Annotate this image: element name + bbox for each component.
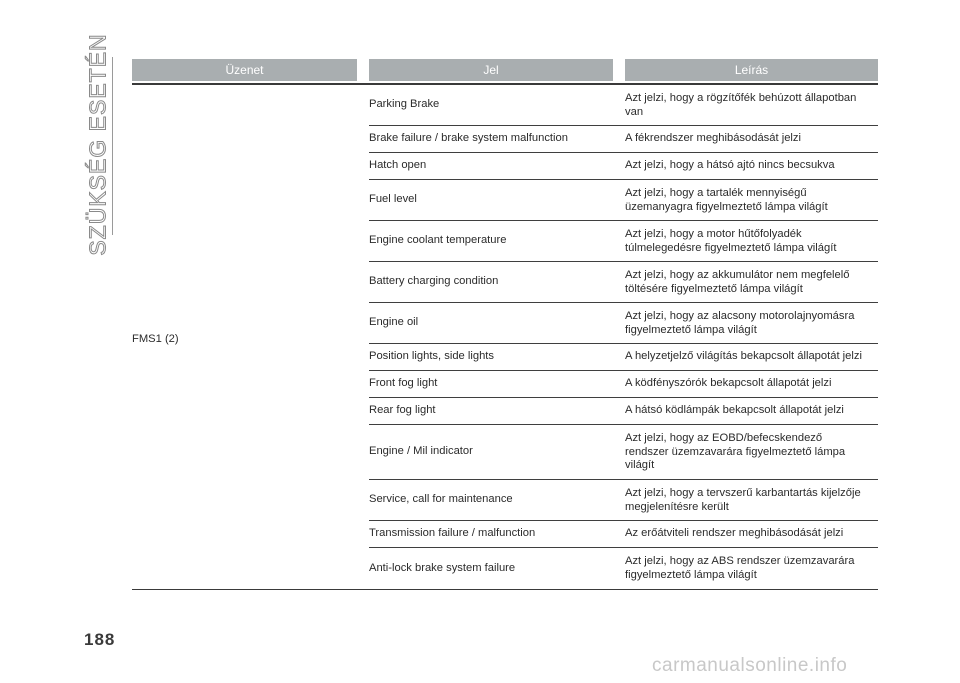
message-table xyxy=(132,59,878,590)
description-line: figyelmeztető lámpa világít xyxy=(625,323,757,336)
table-row xyxy=(369,371,878,398)
table-row xyxy=(369,180,878,221)
description-line: megjelenítésre került xyxy=(625,500,729,513)
description-cell xyxy=(625,85,878,125)
header-description: Leírás xyxy=(625,59,878,81)
description-line: figyelmeztető lámpa világít xyxy=(625,568,757,581)
signal-cell: Position lights, side lights xyxy=(369,350,494,363)
section-divider xyxy=(112,57,113,235)
message-group-label: FMS1 (2) xyxy=(132,333,179,345)
description-line: A fékrendszer meghibásodását jelzi xyxy=(625,132,801,145)
description-line: Azt jelzi, hogy a tartalék mennyiségű xyxy=(625,187,807,199)
description-line: Azt jelzi, hogy az ABS rendszer üzemzavarára xyxy=(625,555,855,567)
signal-cell: Parking Brake xyxy=(369,98,440,111)
signal-cell: Front fog light xyxy=(369,377,438,390)
description-cell xyxy=(625,425,878,479)
table-row xyxy=(369,221,878,262)
table-row xyxy=(369,153,878,180)
description-line: Az erőátviteli rendszer meghibásodását jelzi xyxy=(625,527,844,540)
description-line: Azt jelzi, hogy a rögzítőfék behúzott állapotban xyxy=(625,92,857,104)
description-line: Azt jelzi, hogy az alacsony motorolajnyomásra xyxy=(625,310,855,322)
table-bottom-rule xyxy=(132,589,878,590)
table-header xyxy=(132,59,878,81)
description-cell xyxy=(625,398,878,424)
page-number: 188 xyxy=(84,630,116,649)
section-title-text: SZÜKSÉG ESETÉN xyxy=(84,32,111,256)
signal-cell: Anti-lock brake system failure xyxy=(369,561,516,574)
description-line: rendszer üzemzavarára figyelmeztető lámpa xyxy=(625,445,846,458)
description-cell xyxy=(625,153,878,179)
table-rows xyxy=(369,85,878,589)
header-signal: Jel xyxy=(369,59,613,81)
watermark: carmanualsonline.info xyxy=(652,655,848,676)
table-row xyxy=(369,126,878,153)
description-line: világít xyxy=(625,459,655,472)
table-row xyxy=(369,344,878,371)
header-message: Üzenet xyxy=(132,59,357,81)
table-row xyxy=(369,548,878,589)
description-line: Azt jelzi, hogy az akkumulátor nem megfelelő xyxy=(625,269,850,281)
signal-cell: Fuel level xyxy=(369,193,417,206)
table-row xyxy=(369,262,878,303)
description-cell xyxy=(625,221,878,261)
description-line: Azt jelzi, hogy a motor hűtőfolyadék xyxy=(625,228,802,240)
signal-cell: Service, call for maintenance xyxy=(369,493,513,506)
description-line: A ködfényszórók bekapcsolt állapotát jelzi xyxy=(625,377,832,390)
description-cell xyxy=(625,521,878,547)
description-line: A hátsó ködlámpák bekapcsolt állapotát jelzi xyxy=(625,404,844,417)
description-line: túlmelegedésre figyelmeztető lámpa világít xyxy=(625,241,837,254)
description-line: töltésére figyelmeztető lámpa világít xyxy=(625,282,803,295)
description-cell xyxy=(625,371,878,397)
description-cell xyxy=(625,126,878,152)
description-cell xyxy=(625,303,878,343)
description-line: Azt jelzi, hogy az EOBD/befecskendező xyxy=(625,432,823,444)
description-line: van xyxy=(625,105,644,118)
table-row xyxy=(369,425,878,480)
table-row xyxy=(369,303,878,344)
description-line: Azt jelzi, hogy a tervszerű karbantartás kijelzője xyxy=(625,487,861,499)
signal-cell: Engine oil xyxy=(369,316,419,329)
description-cell xyxy=(625,180,878,220)
section-title xyxy=(84,32,112,256)
description-cell xyxy=(625,262,878,302)
signal-cell: Transmission failure / malfunction xyxy=(369,527,536,540)
description-line: üzemanyagra figyelmeztető lámpa világít xyxy=(625,200,828,213)
description-line: A helyzetjelző világítás bekapcsolt állapotát jelzi xyxy=(625,350,862,363)
table-row xyxy=(369,398,878,425)
signal-cell: Hatch open xyxy=(369,159,427,172)
description-cell xyxy=(625,548,878,589)
description-cell xyxy=(625,344,878,370)
signal-cell: Engine coolant temperature xyxy=(369,234,507,247)
signal-cell: Engine / Mil indicator xyxy=(369,445,473,458)
signal-cell: Brake failure / brake system malfunction xyxy=(369,132,568,145)
table-body xyxy=(132,85,878,589)
table-row xyxy=(369,480,878,521)
table-row xyxy=(369,85,878,126)
description-line: Azt jelzi, hogy a hátsó ajtó nincs becsukva xyxy=(625,159,835,172)
description-cell xyxy=(625,480,878,520)
table-row xyxy=(369,521,878,548)
signal-cell: Battery charging condition xyxy=(369,275,499,288)
signal-cell: Rear fog light xyxy=(369,404,436,417)
